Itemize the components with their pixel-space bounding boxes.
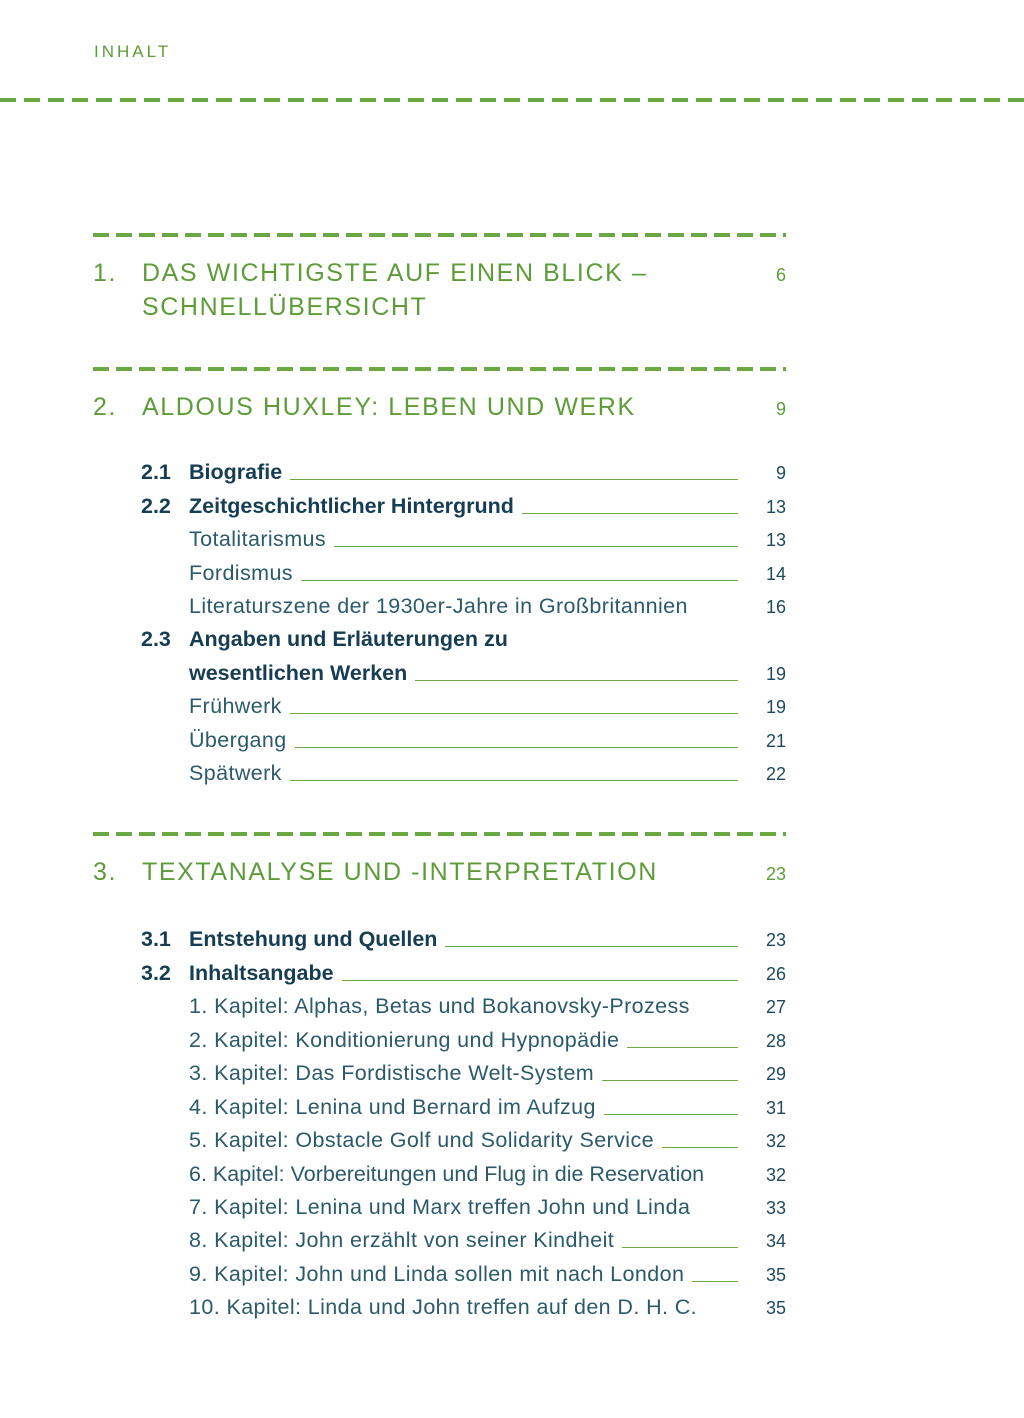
subentry-title: 3. Kapitel: Das Fordistische Welt-System <box>189 1061 595 1085</box>
page-number: 21 <box>765 731 786 751</box>
section-title: Inhaltsangabe <box>189 961 334 985</box>
page-number: 27 <box>765 997 786 1017</box>
toc-subentry[interactable] <box>189 1257 786 1291</box>
toc-subentry[interactable] <box>189 1157 786 1191</box>
subentry-title: 9. Kapitel: John und Linda sollen mit nach London <box>189 1262 685 1286</box>
page-number: 9 <box>775 463 786 483</box>
subentry-title: 1. Kapitel: Alphas, Betas und Bokanovsky-Prozess <box>189 994 690 1018</box>
section-title: Angaben und Erläuterungen zu <box>189 627 508 651</box>
chapter-page-number: 6 <box>775 265 786 285</box>
leader-line <box>301 579 738 581</box>
page-number: 29 <box>765 1064 786 1084</box>
page-number: 23 <box>765 930 786 950</box>
subentry-title: 10. Kapitel: Linda und John treffen auf den D. H. C. <box>189 1295 698 1319</box>
section-number: 2.1 <box>141 460 171 484</box>
toc-subentry[interactable] <box>189 1223 786 1257</box>
subentry-title: 5. Kapitel: Obstacle Golf und Solidarity Service <box>189 1128 654 1152</box>
chapter-divider <box>93 233 786 237</box>
leader-line <box>290 779 738 781</box>
page-number: 26 <box>765 964 786 984</box>
leader-line <box>698 1214 738 1215</box>
toc-subentry[interactable] <box>189 689 786 723</box>
page-number: 35 <box>765 1265 786 1285</box>
toc-section-2-1[interactable] <box>141 455 786 489</box>
toc-section-2-2[interactable] <box>141 489 786 523</box>
section-number: 2.2 <box>141 494 171 518</box>
leader-line <box>290 712 738 714</box>
page-number: 19 <box>765 664 786 684</box>
section-title: wesentlichen Werken <box>189 661 408 685</box>
section-number: 3.1 <box>141 927 171 951</box>
toc-subentry[interactable] <box>189 756 786 790</box>
section-number: 3.2 <box>141 961 171 985</box>
page-number: 35 <box>765 1298 786 1318</box>
leader-line <box>662 1146 738 1148</box>
chapter-title: ALDOUS HUXLEY: LEBEN UND WERK <box>142 393 636 421</box>
subentry-title: Fordismus <box>189 561 293 585</box>
subentry-title: 4. Kapitel: Lenina und Bernard im Aufzug <box>189 1095 596 1119</box>
subentry-title: 6. Kapitel: Vorbereitungen und Flug in die Reservation <box>189 1162 705 1186</box>
chapter-number: 2. <box>93 393 118 421</box>
subentry-title: Literaturszene der 1930er-Jahre in Großbritannien <box>189 594 688 618</box>
chapter-page-number: 9 <box>775 399 786 419</box>
toc-subentry[interactable] <box>189 1023 786 1057</box>
leader-line <box>698 1013 738 1014</box>
leader-line <box>627 1046 738 1048</box>
leader-line <box>602 1079 738 1081</box>
subentry-title: Totalitarismus <box>189 527 327 551</box>
toc-subentry[interactable] <box>189 989 786 1023</box>
toc-subentry[interactable] <box>189 723 786 757</box>
toc-section-2-3[interactable] <box>141 622 786 656</box>
leader-line <box>696 613 738 614</box>
leader-line <box>604 1113 738 1115</box>
toc-subentry[interactable] <box>189 556 786 590</box>
subentry-title: 7. Kapitel: Lenina und Marx treffen John und Linda <box>189 1195 691 1219</box>
leader-line <box>705 1314 738 1315</box>
toc-subentry[interactable] <box>189 589 786 623</box>
subentry-title: Spätwerk <box>189 761 282 785</box>
page-number: 13 <box>765 497 786 517</box>
leader-line <box>290 478 738 480</box>
subentry-title: 2. Kapitel: Konditionierung und Hypnopädie <box>189 1028 620 1052</box>
page-number: 28 <box>765 1031 786 1051</box>
toc-subentry[interactable] <box>189 1123 786 1157</box>
section-title: Biografie <box>189 460 283 484</box>
leader-line <box>342 979 738 981</box>
leader-line <box>445 945 738 947</box>
toc-section-2-3-continued[interactable] <box>141 656 786 690</box>
leader-line <box>622 1246 738 1248</box>
chapter-divider <box>93 367 786 371</box>
chapter-title: TEXTANALYSE UND -INTERPRETATION <box>142 858 658 886</box>
leader-line <box>334 545 738 547</box>
chapter-number: 1. <box>93 259 118 287</box>
toc-subentry[interactable] <box>189 1190 786 1224</box>
toc-subentry[interactable] <box>189 1056 786 1090</box>
leader-line <box>712 1181 738 1182</box>
chapter-page-number: 23 <box>765 864 786 884</box>
chapter-title: DAS WICHTIGSTE AUF EINEN BLICK – SCHNELLÜBERSICHT <box>142 259 648 321</box>
leader-line <box>522 512 738 514</box>
chapter-divider <box>93 832 786 836</box>
page-number: 13 <box>765 530 786 550</box>
section-number: 2.3 <box>141 627 171 651</box>
page-number: 19 <box>765 697 786 717</box>
toc-subentry[interactable] <box>189 522 786 556</box>
page-number: 32 <box>765 1165 786 1185</box>
toc-chapter-3[interactable] <box>93 855 786 889</box>
leader-line <box>295 746 738 748</box>
toc-chapter-1[interactable] <box>93 256 786 326</box>
subentry-title: 8. Kapitel: John erzählt von seiner Kindheit <box>189 1228 615 1252</box>
page-number: 31 <box>765 1098 786 1118</box>
toc-section-3-1[interactable] <box>141 922 786 956</box>
page-number: 33 <box>765 1198 786 1218</box>
section-title: Entstehung und Quellen <box>189 927 438 951</box>
leader-line <box>415 679 738 681</box>
page-number: 14 <box>765 564 786 584</box>
page-number: 34 <box>765 1231 786 1251</box>
section-title: Zeitgeschichtlicher Hintergrund <box>189 494 514 518</box>
toc-subentry[interactable] <box>189 1290 786 1324</box>
toc-section-3-2[interactable] <box>141 956 786 990</box>
subentry-title: Frühwerk <box>189 694 282 718</box>
toc-chapter-2[interactable] <box>93 390 786 424</box>
page-number: 22 <box>765 764 786 784</box>
running-head: INHALT <box>94 42 172 61</box>
toc-subentry[interactable] <box>189 1090 786 1124</box>
chapter-number: 3. <box>93 858 118 886</box>
page-number: 32 <box>765 1131 786 1151</box>
subentry-title: Übergang <box>189 728 287 752</box>
page-number: 16 <box>765 597 786 617</box>
header-dashed-rule <box>0 98 1024 102</box>
leader-line <box>692 1280 738 1282</box>
